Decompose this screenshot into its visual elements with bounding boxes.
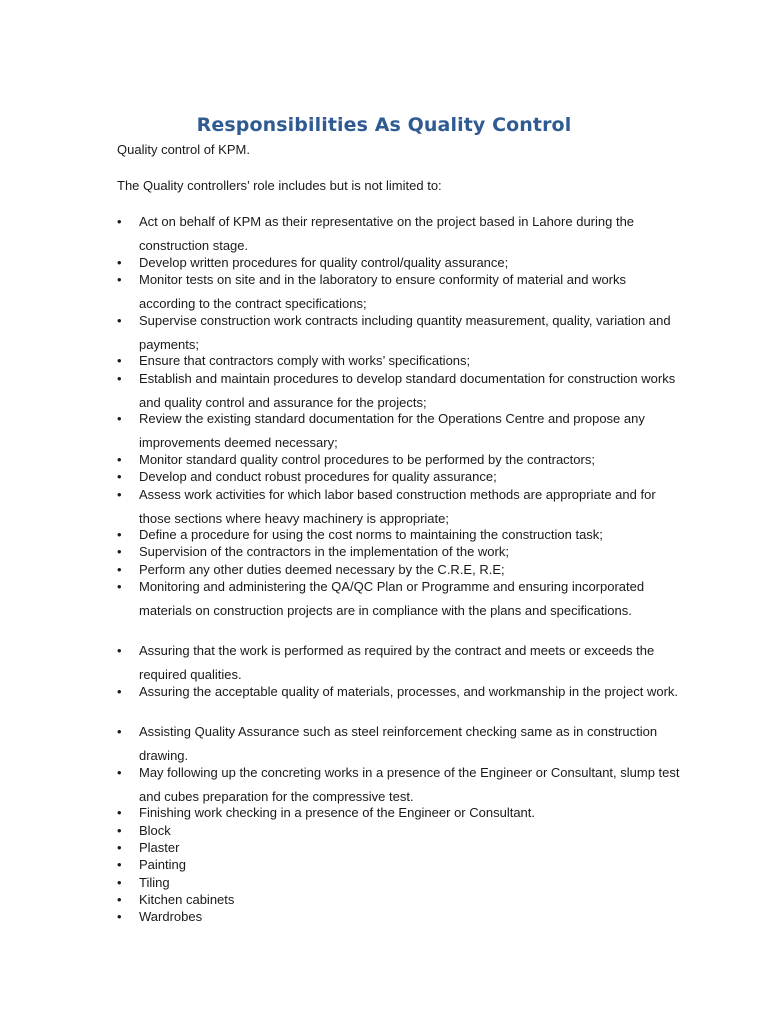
list-item-text: Finishing work checking in a presence of the Engineer or Consultant. xyxy=(139,805,535,820)
bullet: • xyxy=(117,469,122,484)
bullet: • xyxy=(117,353,122,368)
bullet: • xyxy=(117,562,122,577)
list-item-text: Establish and maintain procedures to develop standard documentation for construction works and quality control and assurance for the projects; xyxy=(139,371,676,410)
bullet: • xyxy=(117,272,122,287)
intro-line-2: The Quality controllers’ role includes but is not limited to: xyxy=(117,178,442,193)
bullet: • xyxy=(117,805,122,820)
list-item-text: Review the existing standard documentation for the Operations Centre and propose any improvements deemed necessary; xyxy=(139,411,645,450)
bullet: • xyxy=(117,214,122,229)
list-item-text: Painting xyxy=(139,857,186,872)
list-item-text: Act on behalf of KPM as their representative on the project based in Lahore during the construction stage. xyxy=(139,214,635,253)
bullet: • xyxy=(117,371,122,386)
list-item-text: Ensure that contractors comply with works’ specifications; xyxy=(139,353,471,368)
list-item-text: Monitor standard quality control procedures to be performed by the contractors; xyxy=(139,452,595,467)
list-item-text: Assess work activities for which labor based construction methods are appropriate and for those sections where heavy machinery is appropriate; xyxy=(139,487,656,526)
bullet: • xyxy=(117,487,122,502)
bullet: • xyxy=(117,765,122,780)
list-item-text: Plaster xyxy=(139,840,180,855)
bullet: • xyxy=(117,857,122,872)
bullet: • xyxy=(117,411,122,426)
bullet: • xyxy=(117,840,122,855)
bullet: • xyxy=(117,823,122,838)
bullet: • xyxy=(117,452,122,467)
list-item-text: Assuring that the work is performed as required by the contract and meets or exceeds the required qualities. xyxy=(139,643,655,682)
list-item-text: Perform any other duties deemed necessary by the C.R.E, R.E; xyxy=(139,562,505,577)
bullet: • xyxy=(117,875,122,890)
list-item-text: Assisting Quality Assurance such as steel reinforcement checking same as in construction drawing. xyxy=(139,724,658,763)
bullet: • xyxy=(117,579,122,594)
list-item-text: May following up the concreting works in a presence of the Engineer or Consultant, slump test and cubes preparation for the compressive test. xyxy=(139,765,680,804)
list-item-text: Monitoring and administering the QA/QC Plan or Programme and ensuring incorporated materials on construction projects are in compliance with the plans and specifications. xyxy=(139,579,645,618)
list-item-text: Develop written procedures for quality control/quality assurance; xyxy=(139,255,509,270)
list-item-text: Wardrobes xyxy=(139,909,203,924)
list-item-text: Assuring the acceptable quality of materials, processes, and workmanship in the project work. xyxy=(139,684,679,699)
list-item-text: Monitor tests on site and in the laboratory to ensure conformity of material and works according to the contract specifications; xyxy=(139,272,627,311)
list-item-text: Tiling xyxy=(139,875,170,890)
list-item-text: Define a procedure for using the cost norms to maintaining the construction task; xyxy=(139,527,603,542)
list-item-text: Kitchen cabinets xyxy=(139,892,235,907)
document-title: Responsibilities As Quality Control xyxy=(196,114,572,136)
list-item-text: Develop and conduct robust procedures for quality assurance; xyxy=(139,469,497,484)
bullet: • xyxy=(117,527,122,542)
bullet: • xyxy=(117,684,122,699)
list-item-text: Supervision of the contractors in the implementation of the work; xyxy=(139,544,509,559)
bullet: • xyxy=(117,724,122,739)
list-item-text: Block xyxy=(139,823,171,838)
bullet: • xyxy=(117,643,122,658)
bullet: • xyxy=(117,909,122,924)
intro-line-1: Quality control of KPM. xyxy=(117,142,250,157)
list-item-text: Supervise construction work contracts including quantity measurement, quality, variation and payments; xyxy=(139,313,671,352)
bullet: • xyxy=(117,544,122,559)
bullet: • xyxy=(117,255,122,270)
bullet: • xyxy=(117,892,122,907)
bullet: • xyxy=(117,313,122,328)
